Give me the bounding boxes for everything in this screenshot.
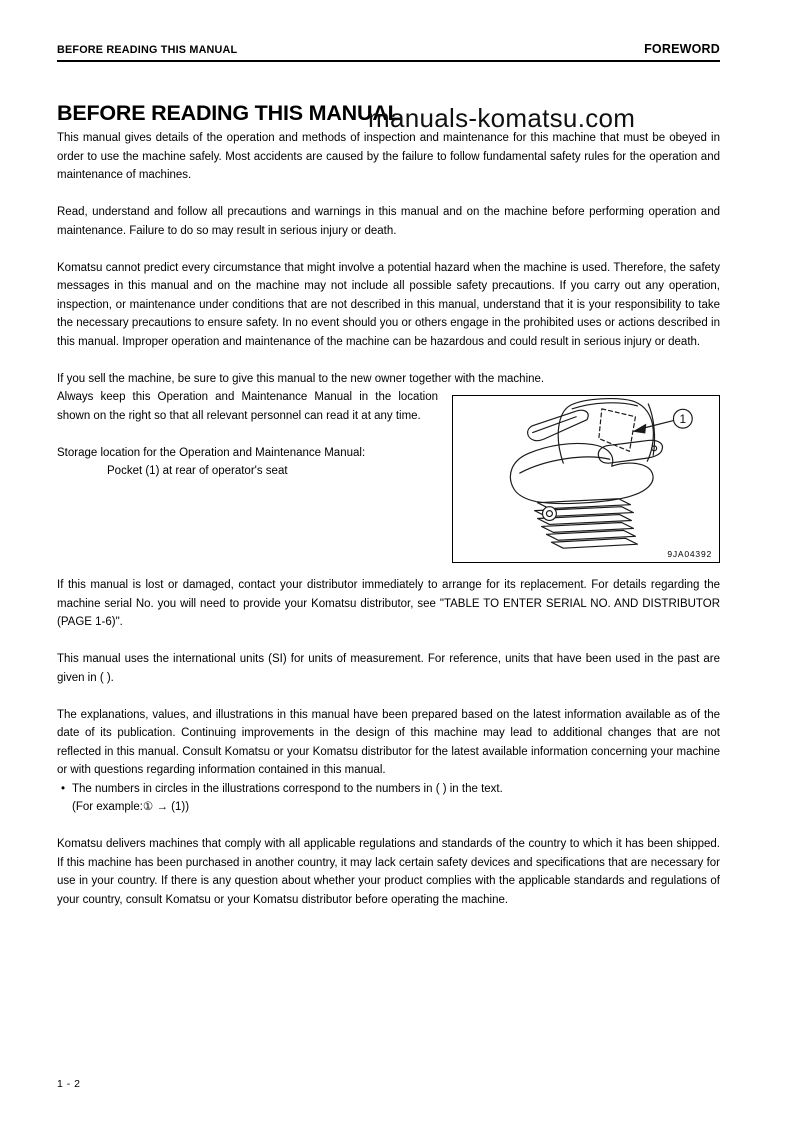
seat-cushion — [510, 443, 653, 503]
page-title: BEFORE READING THIS MANUAL — [57, 101, 401, 125]
paragraph-always-keep: Always keep this Operation and Maintenance Manual in the location shown on the right so that all relevant personnel can read it at any time. — [57, 391, 438, 422]
manual-pocket-outline — [599, 409, 636, 451]
running-header — [57, 42, 720, 56]
paragraph-explanations: The explanations, values, and illustrations in this manual have been prepared based on the latest information available as of the date of its publication. Continuing improvements in the design of this machine may lead to additional changes that are not reflected in this manual. Consult Komatsu or your Komatsu distributor for the latest available information concerning your machine or with questions regarding information contained in this manual. — [57, 708, 720, 776]
figure-code: 9JA04392 — [667, 549, 712, 559]
callout-leader-line — [645, 421, 673, 428]
bullet-text: The numbers in circles in the illustrations correspond to the numbers in ( ) in the text. — [72, 782, 503, 795]
header-foreword-label: FOREWORD — [644, 42, 720, 56]
seat-storage-figure — [452, 395, 720, 563]
seat-suspension — [535, 499, 638, 548]
bullet-example: (For example:① → (1)) — [72, 801, 190, 813]
header-section-title: BEFORE READING THIS MANUAL — [57, 44, 238, 56]
page-number: 1 - 2 — [57, 1078, 81, 1090]
paragraph-intro: This manual gives details of the operation and methods of inspection and maintenance for this machine that must be obeyed in order to use the machine safely. Most accidents are caused by the failure to follow fundamental safety rules for the operation and maintenance of machines. — [57, 132, 720, 181]
paragraph-regulations: Komatsu delivers machines that comply with all applicable regulations and standards of the country to which it has been shipped. If this machine has been purchased in another country, it may lack certain safety devices and specifications that are necessary for use in your country. If there is any question about whether your product complies with the applicable standards and regulations of your country, consult Komatsu or your Komatsu distributor before operating the machine. — [57, 838, 720, 906]
figure-section — [57, 370, 720, 564]
paragraph-sell-machine: If you sell the machine, be sure to give this manual to the new owner together with the machine. — [57, 372, 545, 385]
paragraph-cannot-predict: Komatsu cannot predict every circumstance that might involve a potential hazard when the machine is used. Therefore, the safety messages in this manual and on the machine may not include all possible safety precautions. If you carry out any operation, inspection, or maintenance under conditions that are not described in this manual, understand that it is your responsibility to take the necessary precautions to ensure safety. In no event should you or others engage in the prohibited uses or actions described in this manual. Improper operation and maintenance of the machine can be hazardous and could result in serious injury or death. — [57, 261, 720, 348]
header-rule — [57, 60, 720, 62]
paragraph-read-understand: Read, understand and follow all precautions and warnings in this manual and on the machine before performing operation and maintenance. Failure to do so may result in serious injury or death. — [57, 206, 720, 237]
operator-seat-illustration — [453, 396, 719, 562]
bullet-item-circled-numbers — [57, 780, 720, 799]
storage-location-item: Pocket (1) at rear of operator's seat — [107, 465, 288, 477]
paragraph-lost-or-damaged: If this manual is lost or damaged, contact your distributor immediately to arrange for its replacement. For details regarding the machine serial No. you will need to provide your Komatsu distributor, see "TABLE TO ENTER SERIAL NO. AND DISTRIBUTOR (PAGE 1-6)". — [57, 579, 720, 628]
paragraph-si-units: This manual uses the international units (SI) for units of measurement. For reference, units that have been used in the past are given in ( ). — [57, 653, 720, 684]
storage-location-heading: Storage location for the Operation and Maintenance Manual: — [57, 446, 366, 459]
callout-number: 1 — [679, 412, 687, 427]
watermark-text: manuals-komatsu.com — [368, 103, 636, 133]
bullet-marker: • — [61, 782, 66, 795]
